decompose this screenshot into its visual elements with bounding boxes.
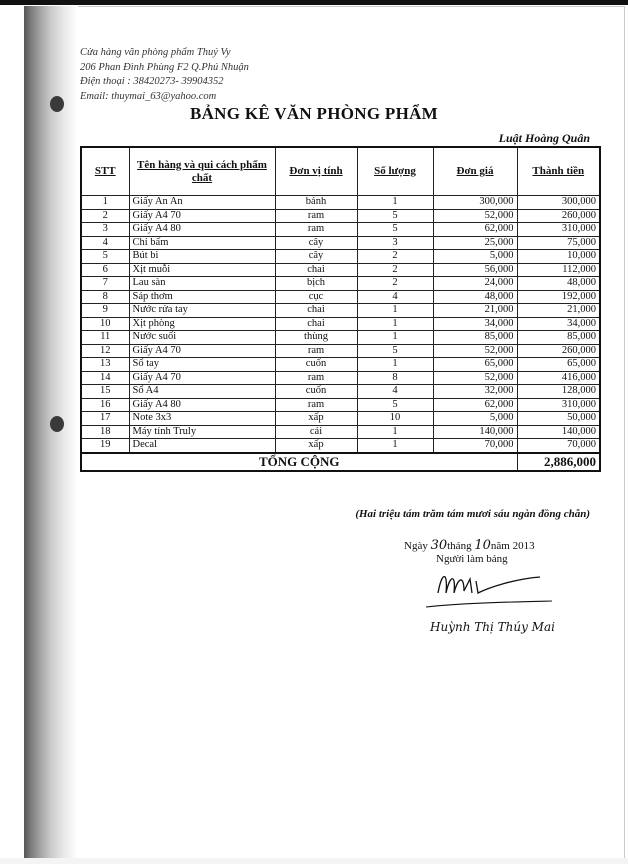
cell-unit: ram bbox=[275, 344, 357, 358]
cell-name: Lau sàn bbox=[129, 277, 275, 291]
cell-qty: 8 bbox=[357, 371, 433, 385]
cell-price: 52,000 bbox=[433, 371, 517, 385]
cell-total: 260,000 bbox=[517, 344, 600, 358]
cell-name: Chỉ bấm bbox=[129, 236, 275, 250]
cell-total: 70,000 bbox=[517, 439, 600, 453]
cell-unit: cục bbox=[275, 290, 357, 304]
table-row bbox=[81, 250, 600, 264]
prepared-by-label: Người làm bảng bbox=[436, 553, 508, 565]
table-header-row bbox=[81, 147, 600, 196]
cell-unit: chai bbox=[275, 263, 357, 277]
cell-price: 62,000 bbox=[433, 398, 517, 412]
cell-total: 85,000 bbox=[517, 331, 600, 345]
cell-qty: 1 bbox=[357, 439, 433, 453]
cell-price: 52,000 bbox=[433, 344, 517, 358]
cell-name: Giấy A4 80 bbox=[129, 398, 275, 412]
cell-name: Giấy A4 70 bbox=[129, 344, 275, 358]
customer-name: Luật Hoàng Quân bbox=[498, 131, 590, 145]
cell-unit: thùng bbox=[275, 331, 357, 345]
cell-name: Nước rửa tay bbox=[129, 304, 275, 318]
cell-name: Máy tính Truly bbox=[129, 425, 275, 439]
cell-qty: 10 bbox=[357, 412, 433, 426]
cell-name: Note 3x3 bbox=[129, 412, 275, 426]
cell-price: 5,000 bbox=[433, 250, 517, 264]
cell-stt: 5 bbox=[81, 250, 129, 264]
table-row bbox=[81, 263, 600, 277]
col-header-qty: Số lượng bbox=[357, 147, 433, 196]
table-row bbox=[81, 344, 600, 358]
cell-qty: 2 bbox=[357, 250, 433, 264]
cell-stt: 11 bbox=[81, 331, 129, 345]
cell-total: 21,000 bbox=[517, 304, 600, 318]
cell-unit: ram bbox=[275, 209, 357, 223]
cell-unit: chai bbox=[275, 304, 357, 318]
cell-unit: ram bbox=[275, 398, 357, 412]
cell-stt: 4 bbox=[81, 236, 129, 250]
cell-stt: 19 bbox=[81, 439, 129, 453]
cell-qty: 1 bbox=[357, 196, 433, 210]
total-label: TỔNG CỘNG bbox=[81, 453, 517, 471]
cell-name: Xịt muỗi bbox=[129, 263, 275, 277]
scan-binding-shadow bbox=[24, 6, 78, 858]
table-row bbox=[81, 331, 600, 345]
cell-price: 25,000 bbox=[433, 236, 517, 250]
signature-date bbox=[404, 538, 535, 553]
cell-name: Xịt phòng bbox=[129, 317, 275, 331]
cell-name: Decal bbox=[129, 439, 275, 453]
cell-unit: cái bbox=[275, 425, 357, 439]
cell-name: Nước suối bbox=[129, 331, 275, 345]
scan-margin bbox=[0, 6, 24, 858]
cell-total: 416,000 bbox=[517, 371, 600, 385]
cell-stt: 7 bbox=[81, 277, 129, 291]
cell-stt: 9 bbox=[81, 304, 129, 318]
cell-qty: 5 bbox=[357, 223, 433, 237]
cell-total: 310,000 bbox=[517, 398, 600, 412]
cell-stt: 10 bbox=[81, 317, 129, 331]
col-header-total: Thành tiền bbox=[517, 147, 600, 196]
cell-total: 300,000 bbox=[517, 196, 600, 210]
table-row bbox=[81, 398, 600, 412]
punch-hole bbox=[50, 416, 64, 432]
shop-name: Cửa hàng văn phòng phẩm Thuý Vy bbox=[80, 47, 231, 58]
cell-qty: 2 bbox=[357, 277, 433, 291]
col-header-unit: Đơn vị tính bbox=[275, 147, 357, 196]
cell-unit: cây bbox=[275, 250, 357, 264]
cell-total: 65,000 bbox=[517, 358, 600, 372]
table-row bbox=[81, 236, 600, 250]
cell-stt: 16 bbox=[81, 398, 129, 412]
cell-stt: 15 bbox=[81, 385, 129, 399]
cell-unit: chai bbox=[275, 317, 357, 331]
cell-name: Giấy A4 70 bbox=[129, 209, 275, 223]
cell-qty: 1 bbox=[357, 317, 433, 331]
cell-price: 70,000 bbox=[433, 439, 517, 453]
cell-total: 260,000 bbox=[517, 209, 600, 223]
table-row bbox=[81, 223, 600, 237]
cell-qty: 5 bbox=[357, 209, 433, 223]
shop-header bbox=[80, 46, 249, 104]
cell-qty: 5 bbox=[357, 344, 433, 358]
cell-unit: cuốn bbox=[275, 385, 357, 399]
cell-total: 48,000 bbox=[517, 277, 600, 291]
signer-name: Huỳnh Thị Thúy Mai bbox=[430, 620, 555, 634]
cell-name: Giấy A4 70 bbox=[129, 371, 275, 385]
table-row bbox=[81, 196, 600, 210]
date-month-word: tháng bbox=[447, 540, 472, 552]
date-day: 30 bbox=[430, 538, 448, 553]
cell-total: 140,000 bbox=[517, 425, 600, 439]
cell-name: Sổ tay bbox=[129, 358, 275, 372]
cell-qty: 4 bbox=[357, 385, 433, 399]
cell-unit: ram bbox=[275, 223, 357, 237]
cell-qty: 5 bbox=[357, 398, 433, 412]
cell-total: 10,000 bbox=[517, 250, 600, 264]
table-row bbox=[81, 385, 600, 399]
items-table bbox=[80, 146, 601, 472]
date-month: 10 bbox=[474, 538, 491, 553]
cell-price: 65,000 bbox=[433, 358, 517, 372]
cell-price: 48,000 bbox=[433, 290, 517, 304]
table-row bbox=[81, 425, 600, 439]
cell-unit: bịch bbox=[275, 277, 357, 291]
cell-total: 310,000 bbox=[517, 223, 600, 237]
cell-qty: 1 bbox=[357, 425, 433, 439]
signature-mark bbox=[420, 565, 560, 615]
cell-unit: cuốn bbox=[275, 358, 357, 372]
cell-total: 50,000 bbox=[517, 412, 600, 426]
amount-in-words: (Hai triệu tám trăm tám mươi sáu ngàn đồng chẵn) bbox=[355, 508, 590, 520]
cell-qty: 1 bbox=[357, 331, 433, 345]
cell-total: 112,000 bbox=[517, 263, 600, 277]
cell-stt: 17 bbox=[81, 412, 129, 426]
table-row bbox=[81, 412, 600, 426]
cell-name: Giấy An An bbox=[129, 196, 275, 210]
shop-phone: Điện thoại : 38420273- 39904352 bbox=[80, 76, 224, 87]
cell-stt: 13 bbox=[81, 358, 129, 372]
cell-stt: 1 bbox=[81, 196, 129, 210]
cell-qty: 2 bbox=[357, 263, 433, 277]
table-row bbox=[81, 209, 600, 223]
cell-name: Giấy A4 80 bbox=[129, 223, 275, 237]
cell-price: 56,000 bbox=[433, 263, 517, 277]
cell-qty: 1 bbox=[357, 358, 433, 372]
shop-email: Email: thuymai_63@yahoo.com bbox=[80, 90, 217, 102]
cell-total: 34,000 bbox=[517, 317, 600, 331]
date-prefix: Ngày bbox=[404, 540, 428, 552]
cell-price: 24,000 bbox=[433, 277, 517, 291]
cell-stt: 18 bbox=[81, 425, 129, 439]
table-row bbox=[81, 439, 600, 453]
cell-stt: 2 bbox=[81, 209, 129, 223]
scan-top-edge bbox=[0, 0, 628, 5]
cell-price: 85,000 bbox=[433, 331, 517, 345]
col-header-name: Tên hàng và qui cách phẩm chất bbox=[129, 147, 275, 196]
table-row bbox=[81, 290, 600, 304]
scan-bottom-edge bbox=[0, 858, 628, 864]
cell-unit: xấp bbox=[275, 439, 357, 453]
cell-price: 34,000 bbox=[433, 317, 517, 331]
cell-unit: cây bbox=[275, 236, 357, 250]
table-row bbox=[81, 317, 600, 331]
cell-price: 32,000 bbox=[433, 385, 517, 399]
total-row bbox=[81, 453, 600, 471]
table-row bbox=[81, 277, 600, 291]
cell-total: 128,000 bbox=[517, 385, 600, 399]
cell-total: 75,000 bbox=[517, 236, 600, 250]
cell-name: Sổ A4 bbox=[129, 385, 275, 399]
cell-unit: xấp bbox=[275, 412, 357, 426]
cell-stt: 6 bbox=[81, 263, 129, 277]
cell-stt: 8 bbox=[81, 290, 129, 304]
cell-total: 192,000 bbox=[517, 290, 600, 304]
cell-name: Sáp thơm bbox=[129, 290, 275, 304]
cell-price: 52,000 bbox=[433, 209, 517, 223]
cell-price: 5,000 bbox=[433, 412, 517, 426]
cell-name: Bút bi bbox=[129, 250, 275, 264]
cell-unit: bánh bbox=[275, 196, 357, 210]
document-title: BẢNG KÊ VĂN PHÒNG PHẨM bbox=[189, 104, 439, 123]
cell-stt: 14 bbox=[81, 371, 129, 385]
shop-address: 206 Phan Đình Phùng F2 Q.Phú Nhuận bbox=[80, 61, 249, 73]
cell-unit: ram bbox=[275, 371, 357, 385]
cell-stt: 3 bbox=[81, 223, 129, 237]
col-header-stt: STT bbox=[81, 147, 129, 196]
cell-price: 300,000 bbox=[433, 196, 517, 210]
date-year: năm 2013 bbox=[490, 540, 535, 552]
table-row bbox=[81, 371, 600, 385]
cell-price: 140,000 bbox=[433, 425, 517, 439]
cell-qty: 3 bbox=[357, 236, 433, 250]
cell-price: 21,000 bbox=[433, 304, 517, 318]
cell-price: 62,000 bbox=[433, 223, 517, 237]
table-row bbox=[81, 358, 600, 372]
cell-stt: 12 bbox=[81, 344, 129, 358]
total-value: 2,886,000 bbox=[517, 453, 600, 471]
table-row bbox=[81, 304, 600, 318]
col-header-price: Đơn giá bbox=[433, 147, 517, 196]
cell-qty: 4 bbox=[357, 290, 433, 304]
cell-qty: 1 bbox=[357, 304, 433, 318]
